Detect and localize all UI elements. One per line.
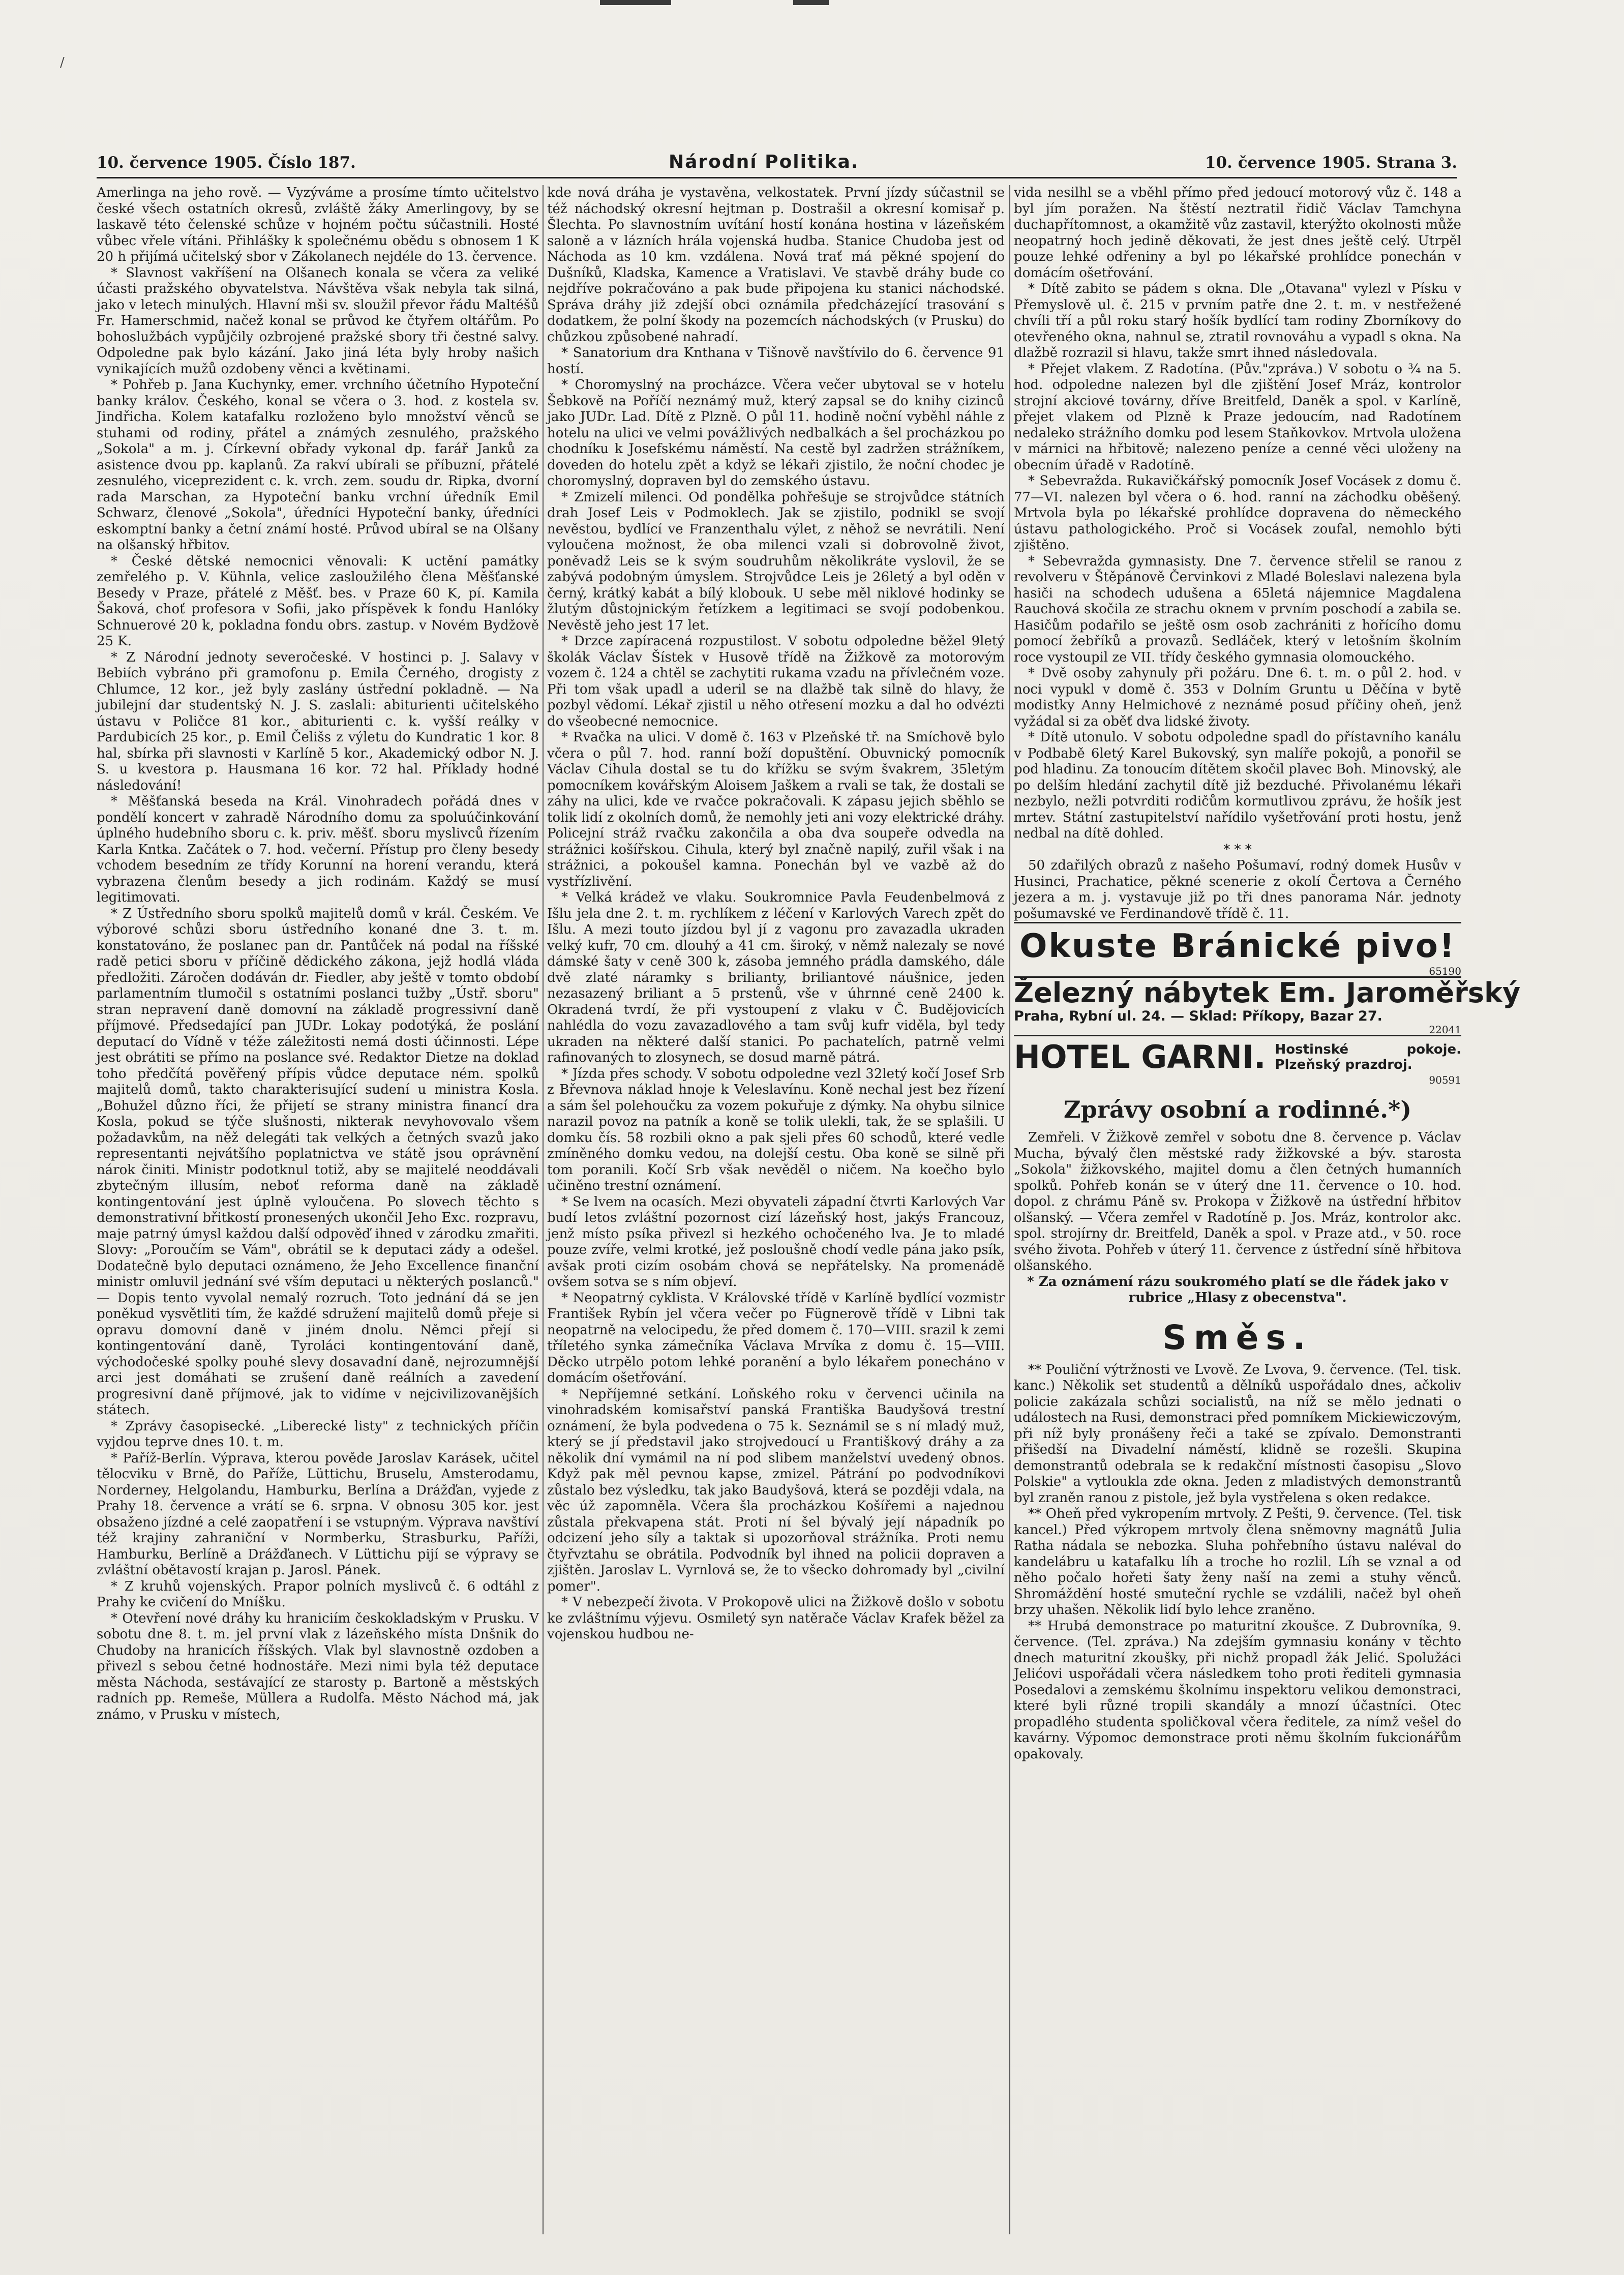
article-paragraph: * Dvě osoby zahynuly při požáru. Dne 6. t. m. o půl 2. hod. v noci vypukl v domě č. 353 v Dolním Gruntu u Děčína v bytě modistky Anny Helmichové z neznámé posud příčiny oheň, jenž vyžádal si za oběť dva lidské životy. bbox=[1014, 666, 1461, 729]
header-date-issue: 10. července 1905. Číslo 187. bbox=[97, 154, 356, 172]
article-paragraph: 50 zdařilých obrazů z našeho Pošumaví, rodný domek Husův v Husinci, Prachatice, pěkné scenerie z okolí Čertova a Černého jezera a m. j. vystavuje již po tři dnes panorama Nár. jednoty pošumavské ve Ferdinandově třídě č. 11. bbox=[1014, 858, 1461, 921]
article-paragraph: Amerlinga na jeho rově. — Vyzýváme a prosíme tímto učitelstvo české všech ostatních okresů, zvláště žáky Amerlingovy, by se laskavě této čelenské schůze v hojném počtu súčastnili. Hosté vůbec vřele vítáni. Přihlášky k společnému obědu s obnosem 1 K 20 h přijímá učitelský sbor v Zákolanech nejdéle do 13. července. bbox=[97, 185, 539, 264]
column-1 bbox=[97, 185, 539, 2234]
article-paragraph: * Zmizelí milenci. Od pondělka pohřešuje se strojvůdce státních drah Josef Leis v Podmoklech. Jak se zjistilo, podnikl se svojí nevěstou, bydlící ve Franzenthalu výlet, z něhož se nevrátili. Není vyloučena možnost, že oba milenci vzali si dobrovolně život, poněvadž Leis se k svým soudruhům několikráte vyslovil, že se zabývá podobným úmyslem. Strojvůdce Leis je 26letý a byl oděn v černý, krátký kabát a bílý klobouk. U sebe měl niklové hodinky se žlutým důstojnickým řetízkem a legitimaci se svojí podobenkou. Nevěstě jeho jest 17 let. bbox=[547, 489, 1005, 633]
masthead-title: Národní Politika. bbox=[669, 152, 859, 172]
scan-tape-mark bbox=[793, 0, 829, 5]
article-paragraph: * Jízda přes schody. V sobotu odpoledne vezl 32letý kočí Josef Srb z Břevnova náklad hnoje k Veleslavínu. Koně nechal jest bez řízení a sám šel polehoučku za vozem pokuřuje z dýmky. Na ohybu silnice narazil povoz na patník a koně se tolik ulekli, tak, že se splašili. U domku čís. 58 rozbili okno a pak sjeli přes 60 schodů, které vedle zmíněného domku vedou, na dolejší cestu. Oba koně se silně při tom poranili. Kočí Srb však nevěděl o ničem. Na koečho bylo učiněno trestní oznámení. bbox=[547, 1066, 1005, 1193]
article-paragraph: * Sebevražda. Rukavičkářský pomocník Josef Vocásek z domu č. 77—VI. nalezen byl včera o 6. hod. ranní na záchodku oběšený. Mrtvola byla po lékařské prohlídce dopravena do německého ústavu pathologického. Proč si Vocásek zoufal, nemohlo býti zjištěno. bbox=[1014, 473, 1461, 553]
ad-number: 90591 bbox=[1429, 1074, 1461, 1086]
article-paragraph: * Sebevražda gymnasisty. Dne 7. července střelil se ranou z revolveru v Štěpánově Červinkovi z Mladé Boleslavi nalezena byla hasiči na schodech udušena a 65letá nájemnice Magdalena Rauchová skočila ze strachu oknem v prvním poschodí a zabila se. Hasičům podařilo se ještě osm osob zachrániti z hořícího domu pomocí žebříků a provazů. Sedláček, který v letošním školním roce vystoupil ze VII. třídy českého gymnasia olomouckého. bbox=[1014, 553, 1461, 665]
article-paragraph: ** Oheň před vykropením mrtvoly. Z Pešti, 9. července. (Tel. tisk kancel.) Před výkropem mrtvoly člena sněmovny magnátů Julia Ratha nádala se nebozka. Sluha pohřebního ústavu naléval do kandelábru u katafalku líh a troche ho rozlil. Líh se vznal a od něho počalo hořeti šaty ženy naší na zemi a stuhy věnců. Shromáždění hosté smuteční rychle se vzdálili, načež byl oheň brzy uhašen. Několik lidí bylo lehce zraněno. bbox=[1014, 1506, 1461, 1618]
section-heading-personal: Zprávy osobní a rodinné.*) bbox=[1064, 1096, 1411, 1123]
article-paragraph: * Otevření nové dráhy ku hraniciím českokladským v Prusku. V sobotu dne 8. t. m. jel první vlak z lázeňského místa Dnšnik do Chudoby na hranicích říšských. Vlak byl slavnostně ozdoben a přivezl s sebou četné hodnostáře. Mezi nimi byla též deputace města Náchoda, sestávající ze starosty p. Bartoně a městských radních pp. Remeše, Müllera a Rudolfa. Město Náchod má, jak známo, v Prusku v místech, bbox=[97, 1610, 539, 1722]
article-paragraph: * Dítě zabito se pádem s okna. Dle „Otavana" vylezl v Písku v Přemyslově ul. č. 215 v prvním patře dne 2. t. m. v nestřežené chvíli tří a půl roku starý hošík bydlící tam rodiny Zborníkovy do otevřeného okna, nahnul se, ztratil rovnováhu a vypadl s okna. Na dlažbě rozrazil si hlavu, takže smrt ihned následovala. bbox=[1014, 281, 1461, 361]
column-2 bbox=[547, 185, 1005, 2234]
article-paragraph: * V nebezpečí života. V Prokopově ulici na Žižkově došlo v sobotu ke zvláštnímu výjevu. Osmiletý syn natěrače Václav Krafek běžel za vojenskou hudbou ne- bbox=[547, 1595, 1005, 1642]
header-date-page: 10. července 1905. Strana 3. bbox=[1205, 154, 1457, 172]
article-paragraph: * Z kruhů vojenských. Prapor polních myslivců č. 6 odtáhl z Prahy ke cvičení do Mníšku. bbox=[97, 1578, 539, 1610]
ad-number: 65190 bbox=[1429, 965, 1461, 977]
advertisement-hotel bbox=[1014, 1035, 1461, 1075]
ad-branicke-pivo: Okuste Bránické pivo! bbox=[1019, 927, 1456, 965]
article-paragraph: * Drzce zapíracená rozpustilost. V sobotu odpoledne běžel 9letý školák Václav Šístek v Husově třídě na Žižkově za motorovým vozem č. 124 a chtěl se zachytiti rukama vzadu na přívlečném voze. Při tom však upadl a uderil se na dlažbě tak silně do hlavy, že pozbyl vědomí. Lékař zjistil u něho otřesení mozku a dal ho odvézti do všeobecné nemocnice. bbox=[547, 634, 1005, 729]
article-paragraph: * * * bbox=[1223, 842, 1252, 857]
article-paragraph: * Slavnost vakříšení na Olšanech konala se včera za veliké účasti pražského obyvatelstva. Návštěva však nebyla tak silná, jako v letech minulých. Hlavní mši sv. sloužil převor řádu Maltéšů Fr. Hamerschmid, načež konal se průvod ke čtyřem oltářům. Po bohoslužbách vypůjčily ozbrojené pražské sbory tři čestné salvy. Odpoledne pak bylo kázání. Jako jiná léta byly hroby našich vynikajících mužů ozdobeny věnci a květinami. bbox=[97, 265, 539, 377]
ad-hotel-sub: Hostinské pokoje. Plzeňský prazdroj. bbox=[1275, 1042, 1461, 1072]
ad-hotel-garni: HOTEL GARNI. bbox=[1014, 1038, 1266, 1075]
scan-tape-mark bbox=[600, 0, 671, 5]
article-paragraph: * Choromyslný na procházce. Včera večer ubytoval se v hotelu Šebkově na Poříčí neznámý muž, který zapsal se do knihy cizinců jako JUDr. Lad. Dítě z Plzně. O půl 11. hodině noční vyběhl náhle z hotelu na ulici ve velmi povážlivých nedbalkách a šel procházkou po chodníku k Josefskému náměstí. Na cestě byl zadržen strážníkem, doveden do hotelu zpět a když se lékaři zjistilo, že noční chodec je choromyslný, dopraven byl do zemského ústavu. bbox=[547, 377, 1005, 489]
article-paragraph: * Paříž-Berlín. Výprava, kterou pověde Jaroslav Karásek, učitel tělocviku v Brně, do Paříže, Lüttichu, Bruselu, Amsterodamu, Norderney, Helgolandu, Hamburku, Berlína a Drážďan, vyjede z Prahy 18. července a vrátí se 6. srpna. V obnosu 305 kor. jest obsaženo jízdné a celé zaopatření i se vstupným. Výprava navštíví též krajiny zahraniční v Normberku, Strasburku, Paříži, Hamburku, Berlíně a Drážďanech. V Lüttichu pijí se výpravy se zvláštní obětavostí krajan p. Jarosl. Pánek. bbox=[97, 1450, 539, 1578]
column-rule bbox=[543, 185, 544, 2234]
article-paragraph: * Nepříjemné setkání. Loňského roku v červenci učinila na vinohradském komisařství panská Františka Baudyšová trestní oznámení, že byla podvedena o 75 k. Seznámil se s ní mladý muž, který se jí představil jako strojvedoucí u Františkový dráhy a za několik dní vymámil na ní pod slibem manželství uvedený obnos. Když pak měl pevnou kapse, zmizel. Pátrání po podvodníkovi zůstalo bez výsledku, tak jako Baudyšová, která se později vdala, na věc úž zapomněla. Včera šla procházkou Košířemi a najednou zůstala překvapena stát. Proti ní šel bývalý její nápadník po odcizení jeho síly a taktak si upozorňoval strážníka. Proti nemu čtyřvztahu se obrátila. Podvodník byl ihned na policii dopraven a zjištěn. Jaroslav L. Vyrnlová se, že to všecko dohromady byl „civilní pomer". bbox=[547, 1386, 1005, 1594]
column-3-personal bbox=[1014, 1130, 1461, 1306]
column-3 bbox=[1014, 185, 1521, 2234]
article-paragraph: * Dítě utonulo. V sobotu odpoledne spadl do přístavního kanálu v Podbabě 6letý Karel Bukovský, syn malíře pokojů, a ponořil se pod hladinu. Za tonoucím dítětem skočil plavec Boh. Minovský, ale po delším hledání zachytil dítě již bezduché. Přivolanému lékaři nezbylo, nežli potvrditi rodičům kormutlivou zprávu, že hošík jest mrtev. Státní zastupitelství nařídilo vyšetřování proti hostu, jenž nedbal na dítě dohled. bbox=[1014, 730, 1461, 841]
ad-zelezny-nabytek: Železný nábytek Em. Jaroměřský bbox=[1014, 977, 1521, 1009]
advertisement-brewery bbox=[1014, 922, 1461, 976]
article-paragraph: * Sanatorium dra Knthana v Tišnově navštívilo do 6. července 91 hostí. bbox=[547, 345, 1005, 377]
article-paragraph: * České dětské nemocnici věnovali: K uctění památky zemřelého p. V. Kühnla, velice zasloužilého člena Měšťanské Besedy v Praze, přátelé z Měšť. bes. v Praze 60 K, pí. Kamila Šaková, choť profesora v Sofii, jako příspěvek k fondu Hanlóky Schnuerové 20 k, pokladna fondu obrs. zastup. v Novém Bydžově 25 K. bbox=[97, 553, 539, 649]
article-paragraph: * Se lvem na ocasích. Mezi obyvateli západní čtvrti Karlových Var budí letos zvláštní pozornost cizí lázeňský host, jakýs Francouz, jenž místo psíka přivezl si hezkého ochočeného lva. Je to mladé pouze zvíře, velmi krotké, jež posloušně chodí vedle pána jako psík, avšak proti cizím osobám chová se nepřátelsky. Na promenádě ovšem sotva se s ním objeví. bbox=[547, 1194, 1005, 1290]
article-paragraph: * Za oznámení rázu soukromého platí se dle řádek jako v rubrice „Hlasy z obecenstva". bbox=[1027, 1274, 1448, 1305]
margin-mark: / bbox=[60, 55, 65, 70]
article-paragraph: ** Hrubá demonstrace po maturitní zkoušce. Z Dubrovníka, 9. července. (Tel. zpráva.) Na zdejším gymnasiu konány v těchto dnech maturitní zkoušky, při nichž propadl žák Jelić. Spolužáci Jelićovi uspořádali včera následkem toho proti řediteli gymnasia Posedalovi a zemskému školnímu inspektoru velikou demonstraci, které byli různé tropili skandály a mnozí účastníci. Otec propadlého studenta spoličkoval včera ředitele, za nímž vešel do kavárny. Výpomoc demonstrace proti němu školním fukcionářům opakovaly. bbox=[1014, 1618, 1461, 1762]
article-paragraph: * Velká krádež ve vlaku. Soukromnice Pavla Feudenbelmová z Išlu jela dne 2. t. m. rychlíkem z léčení v Karlových Varech zpět do Išlu. A mezi touto jízdou byl jí z vagonu pro zavazadla ukraden velký kufr, 70 cm. dlouhý a 41 cm. široký, v němž nalezaly se nové dámské šaty v ceně 300 k, zásoba jemného prádla damského, dále dvě zlaté náramky s brilianty, briliantové náušnice, jeden nezasazený briliant a 5 prstenů, vše v úhrnné ceně 2400 k. Okradená tvrdí, že při vystoupení z vlaku v Č. Budějovicích nahlédla do vozu zavazadlového a tam svůj kufr viděla, byl tedy ukraden na některé další stanici. Po pachatelích, patrně velmi rafinovaných to zlosynech, se dosud marně pátrá. bbox=[547, 890, 1005, 1065]
article-paragraph: * Zprávy časopisecké. „Liberecké listy" z technických příčin vyjdou teprve dnes 10. t. m. bbox=[97, 1418, 539, 1450]
advertisement-furniture bbox=[1014, 976, 1521, 1036]
page-header bbox=[97, 151, 1457, 178]
article-paragraph: kde nová dráha je vystavěna, velkostatek. První jízdy súčastnil se též náchodský okresní hejtman p. Dostrašil a okresní komisař p. Šlechta. Po slavnostním uvítání hostí konána hostina v lázeňském saloně a v lázních hrála vojenská hudba. Stanice Chudoba jest od Náchoda as 10 km. vzdálena. Nová trať má pěkné spojení do Dušníků, Kladska, Kamence a Vratislavi. Ve stavbě dráhy bude co nejdříve pokračováno a pak bude připojena ku stanici náchodské. Správa dráhy již zdejší obci oznámila předcházející trasování s dodatkem, že polní škody na pozemcích náchodských (v Prusku) do chůzkou způsobené nahradí. bbox=[547, 185, 1005, 345]
article-paragraph: * Neopatrný cyklista. V Královské třídě v Karlíně bydlící vozmistr František Rybín jel včera večer po Fügnerově třídě v Libni tak neopatrně na velocipedu, že před domem č. 170—VIII. srazil k zemi tříletého synka zámečníka Václava Mrvíka z domu č. 15—VIII. Děcko utrpělo potom lehké poranění a bylo lékařem ponecháno v domácím ošetřování. bbox=[547, 1290, 1005, 1386]
article-paragraph: * Pohřeb p. Jana Kuchynky, emer. vrchního účetního Hypoteční banky králov. Českého, konal se včera o 3. hod. z kostela sv. Jindřicha. Kolem katafalku rozloženo bylo množství věnců se stuhami od rodiny, přátel a známých zesnulého, pražského „Sokola" a m. j. Církevní obřady vykonal dp. farář Janků za asistence dvou pp. kaplanů. Za rakví ubírali se příbuzní, přátelé zesnulého, viceprezident c. k. vrch. zem. soudu dr. Ripka, dvorní rada Marschan, za Hypoteční banku vrchní úředník Emil Schwarz, členové „Sokola", úředníci Hypoteční banky, úředníci eskomptní banky a četní známí hosté. Průvod ubíral se na Olšany na olšanský hřbitov. bbox=[97, 377, 539, 553]
article-paragraph: vida nesilhl se a vběhl přímo před jedoucí motorový vůz č. 148 a byl jím poražen. Na štěstí neztratil řidič Václav Tamchyna duchapřítomnost, a okamžitě vůz zastavil, kterýžto okolnosti může neopatrný hoch jedině děkovati, že jest dnes ještě celý. Utrpěl pouze lehké odřeniny a byl po lékařské prohlídce ponechán v domácím ošetřování. bbox=[1014, 185, 1461, 281]
column-rule bbox=[1009, 185, 1010, 2234]
article-paragraph: * Z Národní jednoty severočeské. V hostinci p. J. Salavy v Bebiích vybráno při gramofonu p. Emila Černého, drogisty z Chlumce, 12 kor., jež byly zaslány ústřední pokladně. — Na jubilejní dar studentský N. J. S. zaslali: abiturienti učitelského ústavu v Poličce 81 kor., abiturienti c. k. vyšší reálky v Pardubicích 25 kor., p. Emil Čelišs z výletu do Kundratic 1 kor. 8 hal, sbírka při slavnosti v Karlíně 5 kor., Akademický odbor N. J. S. u kvestora p. Hausmana 16 kor. 72 hal. Příklady hodné následování! bbox=[97, 649, 539, 793]
article-paragraph: Zemřeli. V Žižkově zemřel v sobotu dne 8. července p. Václav Mucha, bývalý člen městské rady žižkovské a býv. starosta „Sokola" žižkovského, majitel domu a člen četných humanních spolků. Pohřeb konán se v úterý dne 11. července o 10. hod. dopol. z chrámu Páně sv. Prokopa v Žižkově na ústřední hřbitov olšanský. — Včera zemřel v Radotíně p. Jos. Mráz, kontrolor akc. spol. strojírny dr. Breitfeld, Daněk a spol. v Praze atd., v 50. roce svého života. Pohřeb v úterý 11. července z ústřední síně hřbitova olšanského. bbox=[1014, 1130, 1461, 1273]
article-paragraph: * Měšťanská beseda na Král. Vinohradech pořádá dnes v pondělí koncert v zahradě Národního domu za spoluúčinkování úplného hudebního sboru c. k. priv. měšť. sboru myslivců řízením Karla Kntka. Začátek o 7. hod. večerní. Přístup pro členy besedy vchodem besedním ze třídy Korunní na horení verandu, která vybrazena členům besedy a jich rodinám. Každý se musí legitimovati. bbox=[97, 794, 539, 905]
article-paragraph: * Přejet vlakem. Z Radotína. (Pův."zpráva.) V sobotu o ¾ na 5. hod. odpoledne nalezen byl dle zjištění Josef Mráz, kontrolor strojní akciové továrny, dříve Breitfeld, Daněk a spol. v Karlíně, přejet vlakem od Plzně k Praze jedoucím, nad Radotínem nedaleko strážního domku pod lesem Staňkovkov. Mrtvola uložena v márnici na hřbitově; nalezeno peníze a cenné věci uloženy na obecním úřadě v Radotíně. bbox=[1014, 361, 1461, 473]
ad-furniture-address: Praha, Rybní ul. 24. — Sklad: Příkopy, Bazar 27. bbox=[1014, 1008, 1382, 1024]
column-3-news bbox=[1014, 185, 1461, 922]
article-paragraph: * Rvačka na ulici. V domě č. 163 v Plzeňské tř. na Smíchově bylo včera o půl 7. hod. ranní boží dopuštění. Obuvnický pomocník Václav Cihula dostal se tu do křížku se svým švakrem, 35letým pomocníkem kovářským Aloisem Jaškem a rvali se tak, že dostali se záhy na ulici, kde ve rvačce pokračovali. K zápasu jejich sběhlo se tolik lidí z okolních domů, že nemohly jeti ani vozy elektrické dráhy. Policejní stráž rvačku zakončila a oba dva soupeře odvedla na strážnici košířskou. Cihula, který byl značně napilý, zuřil však i na strážnici, a pokoušel kamna. Ponechán byl ve vazbě až do vystřízlivění. bbox=[547, 730, 1005, 889]
ad-number: 22041 bbox=[1429, 1024, 1461, 1036]
article-paragraph: * Z Ústředního sboru spolků majitelů domů v král. Českém. Ve výborové schůzi sboru ústředního konané dne 3. t. m. konstatováno, že poslanec pan dr. Pantůček ná podal na říšské radě petici sboru v příčině dědického zákona, jejž hodlá vláda předložiti. Záročen dodáván dr. Fiedler, aby ještě v tomto období parlamentním tlumočil s ostatními poslanci tužby „Ústř. sboru" stran nepravení daně domovní na základě progressivní daně příjmové. Předsedající pan JUDr. Lokay podotýká, že poslání deputací do Vídně v téže záležitosti nemá dosti účinnosti. Lépe jest obrátiti se přímo na poslance své. Redaktor Dietze na doklad toho předčítá pověřený přípis vůdce deputace ném. spolků majitelů domů, takto charakterisující sudení u ministra Kosla. „Bohužel důzno říci, že přijetí se strany ministra financí dra Kosla, pokud se týče slušnosti, nikterak nevyhovovalo všem požadavkům, na něž delegáti tak velkých a četných svazů jako representanti nejvátšího poplatnictva ve státě jsou oprávnění nárok činiti. Ministr podotknul totiž, aby se majitelé neoddávali zbytečným illusím, neboť reforma daně na základě kontingentování jest úplně vyloučena. Po slovech těchto s demonstrativní břitkostí pronesených ukončil Jeho Exc. rozpravu, maje patrný úmysl každou další odpověď ihned v zárodku zmařiti. Slovy: „Poroučím se Vám", obrátil se k deputaci zády a odešel. Dodatečně bylo deputaci oznámeno, že Jeho Excellence finanční ministr omluvil jednání své vším deputaci u některých poslanců." — Dopis tento vyvolal nemalý rozruch. Toto jednání dá se jen poněkud vysvětliti tím, že každé sdružení majitelů domů přeje si opravu domovní daně v jiném dnolu. Němci přejí si kontingentování daně, Tyroláci kontingentování daně, východočeské spolky pouhé slevy dosavadní daně, nejrozumnější arci jest domáhati se zrušení daně reálních a zavedení progresivní daně příjmové, jak to vidíme v nejcivilizovanějších státech. bbox=[97, 906, 539, 1418]
column-3-smes bbox=[1014, 1362, 1461, 1763]
article-paragraph: ** Pouliční výtržnosti ve Lvově. Ze Lvova, 9. července. (Tel. tisk. kanc.) Několik set studentů a dělníků uspořádalo dnes, ačkoliv policie zakázala schůzi socialistů, na níž se mělo jednati o událostech na Rusi, demonstraci před pomníkem Mickiewiczovým, při níž byly pronášeny řeči a také se zpívalo. Demonstranti přišedší na Divadelní náměstí, klidně se rozešli. Skupina demonstrantů odebrala se k redakční místnosti časopisu „Slovo Polskie" a vytloukla zde okna. Jeden z mladistvých demonstrantů byl zraněn ranou z pistole, jež byla vystřelena s oken redakce. bbox=[1014, 1362, 1461, 1506]
section-heading-smes: Směs. bbox=[1162, 1318, 1313, 1357]
